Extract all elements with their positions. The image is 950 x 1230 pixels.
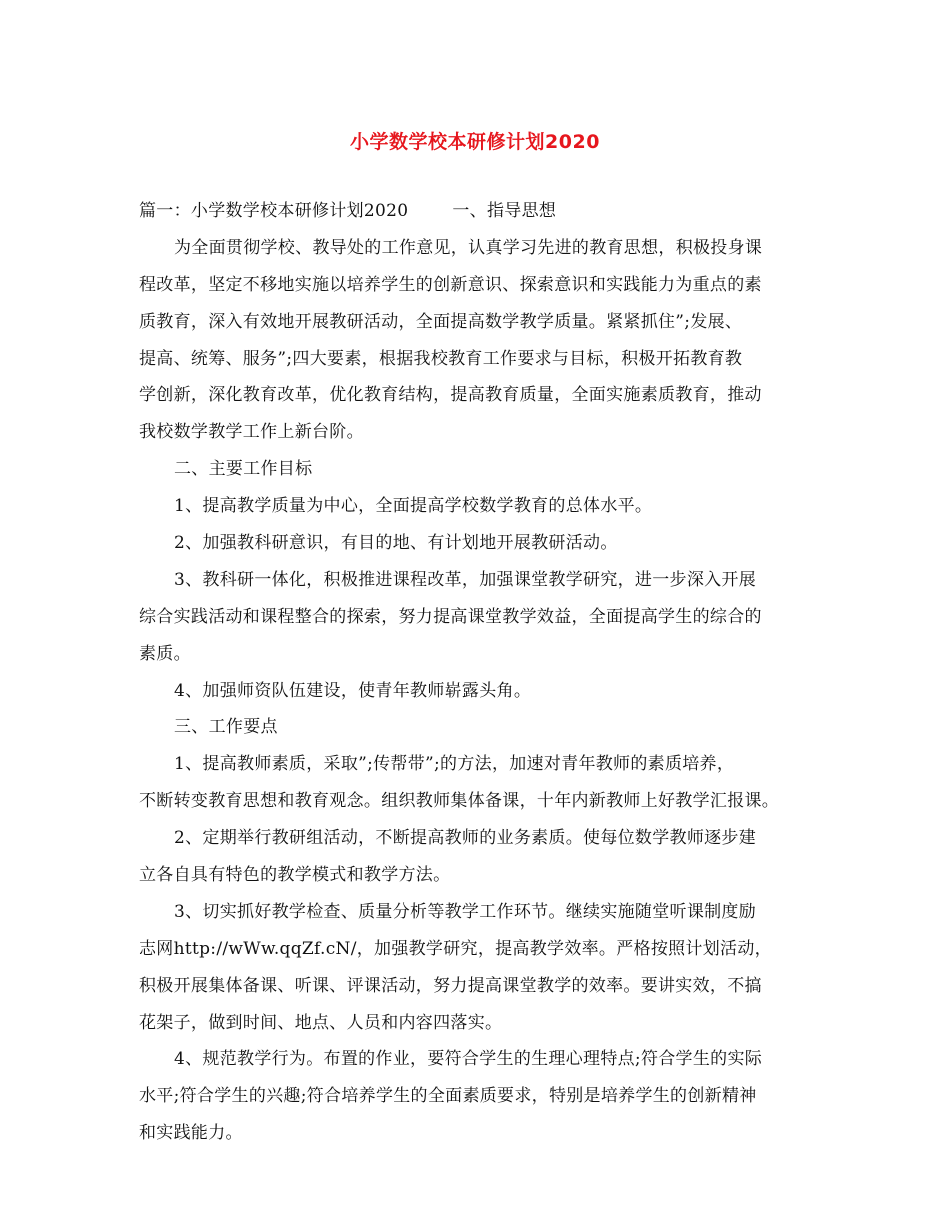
text-line: 提高、统筹、服务”;四大要素，根据我校教育工作要求与目标，积极开拓教育教 xyxy=(139,348,743,369)
text-line: 2、加强教科研意识，有目的地、有计划地开展教研活动。 xyxy=(174,533,618,554)
text-line: 我校数学教学工作上新台阶。 xyxy=(139,422,364,443)
text-line: 1、提高教学质量为中心，全面提高学校数学教育的总体水平。 xyxy=(174,496,653,517)
text-line: 素质。 xyxy=(139,643,191,664)
page-title: 小学数学校本研修计划2020 xyxy=(350,131,600,153)
text-line: 积极开展集体备课、听课、评课活动，努力提高课堂教学的效率。要讲实效，不搞 xyxy=(139,975,762,996)
text-line: 3、教科研一体化，积极推进课程改革，加强课堂教学研究，进一步深入开展 xyxy=(174,569,757,590)
article-heading: 篇一：小学数学校本研修计划2020 xyxy=(139,201,409,221)
text-line: 学创新，深化教育改革，优化教育结构，提高教育质量，全面实施素质教育，推动 xyxy=(139,385,762,406)
text-line: 4、规范教学行为。布置的作业，要符合学生的生理心理特点;符合学生的实际 xyxy=(174,1049,763,1070)
document-body xyxy=(139,193,819,1152)
text-line: 为全面贯彻学校、教导处的工作意见，认真学习先进的教育思想，积极投身课 xyxy=(174,237,763,258)
section-heading: 二、主要工作目标 xyxy=(174,459,313,480)
text-line: 4、加强师资队伍建设，使青年教师崭露头角。 xyxy=(174,680,532,701)
text-line: 和实践能力。 xyxy=(139,1123,243,1144)
text-line: 程改革，坚定不移地实施以培养学生的创新意识、探索意识和实践能力为重点的素 xyxy=(139,274,762,295)
text-line: 志网http://wWw.qqZf.cN/，加强教学研究，提高教学效率。严格按照计划活动， xyxy=(139,938,772,959)
text-line: 花架子，做到时间、地点、人员和内容四落实。 xyxy=(139,1012,503,1033)
text-line: 综合实践活动和课程整合的探索，努力提高课堂教学效益，全面提高学生的综合的 xyxy=(139,606,762,627)
text-line: 1、提高教师素质，采取”;传帮带”;的方法，加速对青年教师的素质培养， xyxy=(174,754,735,775)
text-line: 立各自具有特色的教学模式和教学方法。 xyxy=(139,865,451,886)
section-heading: 一、指导思想 xyxy=(452,201,557,221)
text-line: 3、切实抓好教学检查、质量分析等教学工作环节。继续实施随堂听课制度励 xyxy=(174,901,757,922)
text-line: 不断转变教育思想和教育观念。组织教师集体备课，十年内新教师上好教学汇报课。 xyxy=(139,791,780,812)
text-line: 2、定期举行教研组活动，不断提高教师的业务素质。使每位数学教师逐步建 xyxy=(174,828,757,849)
section-heading: 三、工作要点 xyxy=(174,717,278,738)
text-line: 水平;符合学生的兴趣;符合培养学生的全面素质要求，特别是培养学生的创新精神 xyxy=(139,1086,757,1107)
text-line xyxy=(139,193,819,230)
text-line: 质教育，深入有效地开展教研活动，全面提高数学教学质量。紧紧抓住”;发展、 xyxy=(139,311,743,332)
